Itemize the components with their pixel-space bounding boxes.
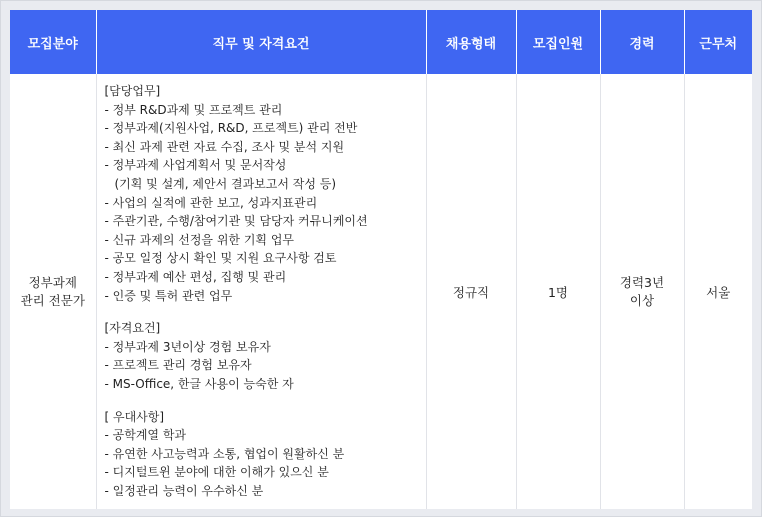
duties-cell	[96, 74, 426, 509]
table-row	[10, 74, 752, 509]
header-location: 근무처	[684, 10, 752, 74]
headcount-cell: 1명	[516, 74, 600, 509]
qualification-item: - 프로젝트 관리 경험 보유자	[104, 358, 252, 373]
header-field: 모집분야	[10, 10, 96, 74]
experience-cell	[600, 74, 684, 509]
header-experience: 경력	[600, 10, 684, 74]
duty-item: - 공모 일정 상시 확인 및 지원 요구사항 검토	[104, 251, 337, 266]
preferred-heading: [ 우대사항]	[104, 409, 165, 424]
duty-item: - 주관기관, 수행/참여기관 및 담당자 커뮤니케이션	[104, 214, 368, 229]
duty-item: (기획 및 설계, 제안서 결과보고서 작성 등)	[114, 176, 337, 191]
qualification-item: - MS-Office, 한글 사용이 능숙한 자	[104, 376, 294, 391]
duty-item: - 정부 R&D과제 및 프로젝트 관리	[104, 102, 283, 117]
experience-line: 이상	[629, 292, 655, 308]
employment-type-cell: 정규직	[426, 74, 516, 509]
duties-heading: [담당업무]	[104, 84, 161, 98]
qualification-item: - 정부과제 3년이상 경험 보유자	[104, 339, 271, 354]
header-employment-type: 채용형태	[426, 10, 516, 74]
field-line: 정부과제	[28, 274, 77, 290]
qualifications-heading: [자격요건]	[104, 321, 161, 336]
duty-item: - 최신 과제 관련 자료 수집, 조사 및 분석 지원	[104, 139, 345, 154]
preferred-item: - 공학계열 학과	[104, 428, 187, 443]
header-headcount: 모집인원	[516, 10, 600, 74]
duty-item: - 신규 과제의 선정을 위한 기획 업무	[104, 232, 295, 247]
duty-item: - 정부과제 사업계획서 및 문서작성	[104, 158, 287, 173]
duty-item: - 정부과제(지원사업, R&D, 프로젝트) 관리 전반	[104, 121, 358, 136]
duty-item: - 인증 및 특허 관련 업무	[104, 288, 233, 303]
header-duties: 직무 및 자격요건	[96, 10, 426, 74]
duty-item: - 사업의 실적에 관한 보고, 성과지표관리	[104, 195, 318, 210]
preferred-item: - 일정관리 능력이 우수하신 분	[104, 483, 264, 498]
duty-item: - 정부과제 예산 편성, 집행 및 관리	[104, 269, 287, 284]
preferred-item: - 디지털트윈 분야에 대한 이해가 있으신 분	[104, 465, 329, 480]
preferred-item: - 유연한 사고능력과 소통, 협업이 원활하신 분	[104, 446, 345, 461]
experience-line: 경력3년	[619, 274, 665, 290]
field-line: 관리 전문가	[20, 292, 85, 308]
location-cell: 서울	[706, 284, 731, 300]
job-posting-table	[10, 10, 752, 509]
field-cell	[10, 74, 96, 509]
table-header-row	[10, 10, 752, 74]
